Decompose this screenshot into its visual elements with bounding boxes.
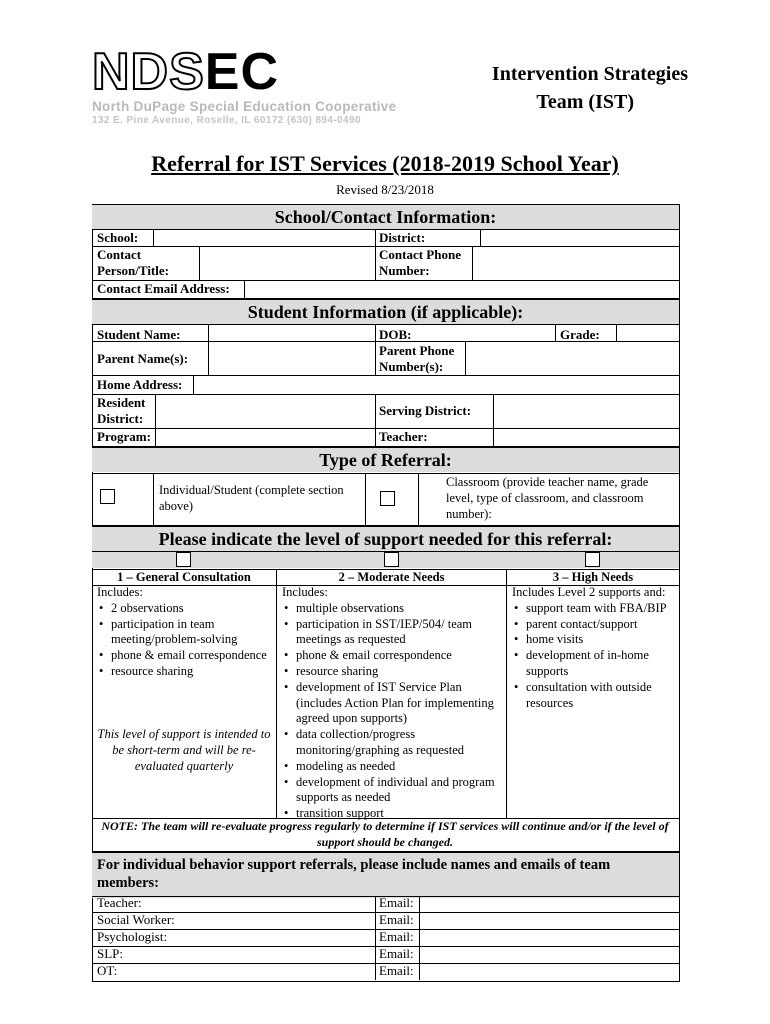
level3-item: • parent contact/support — [526, 617, 676, 633]
level2-item: • resource sharing — [296, 664, 502, 680]
individual-checkbox[interactable] — [100, 489, 115, 504]
level2-item: • development of IST Service Plan (includes Action Plan for implementing agreed upon supports) — [296, 680, 502, 727]
level2-item: • phone & email correspondence — [296, 648, 502, 664]
level3-item: • home visits — [526, 632, 676, 648]
divider — [365, 473, 366, 525]
program-label: Program: — [97, 429, 151, 444]
support-note: NOTE: The team will re-evaluate progress regularly to determine if IST services will continue and/or if the level of support should be changed. — [101, 819, 669, 849]
contact-person-field[interactable] — [200, 246, 375, 280]
serving-district-label: Serving District: — [379, 403, 472, 418]
email-label: Email: — [379, 895, 414, 910]
teacher-role-label: Teacher: — [97, 895, 142, 910]
contact-phone-label — [379, 247, 461, 279]
teacher-label: Teacher: — [379, 429, 428, 444]
email-label: Email: — [379, 929, 414, 944]
contact-email-field[interactable] — [245, 280, 678, 298]
team-names-field[interactable] — [94, 897, 374, 979]
teacher-field[interactable] — [494, 428, 678, 446]
level3-item: • consultation with outside resources — [526, 680, 676, 712]
classroom-option-label — [446, 474, 648, 522]
level3-title: 3 – High Needs — [552, 570, 634, 584]
school-field[interactable] — [154, 229, 375, 246]
district-field[interactable] — [481, 229, 678, 246]
dob-label: DOB: — [379, 327, 412, 342]
level1-note: This level of support is intended to be short-term and will be re-evaluated quarterly — [97, 727, 271, 773]
level2-item: • participation in SST/IEP/504/ team meetings as requested — [296, 617, 502, 649]
team-title — [428, 60, 688, 116]
level2-item: • data collection/progress monitoring/graphing as requested — [296, 727, 502, 759]
contact-phone-label-l1: Contact Phone — [379, 247, 461, 262]
email-label: Email: — [379, 963, 414, 978]
classroom-option-l2: level, type of classroom, and classroom — [446, 491, 644, 505]
level2-title: 2 – Moderate Needs — [338, 570, 445, 584]
classroom-option-l1: Classroom (provide teacher name, grade — [446, 475, 649, 489]
social-worker-label: Social Worker: — [97, 912, 175, 927]
ndsec-logo — [92, 43, 280, 101]
contact-person-label — [97, 247, 169, 279]
revised-date: Revised 8/23/2018 — [336, 182, 434, 197]
program-field[interactable] — [156, 428, 375, 446]
team-heading-l2: members: — [97, 875, 160, 891]
classroom-option-l3: number): — [446, 507, 492, 521]
serving-district-field[interactable] — [494, 394, 678, 428]
divider — [375, 229, 376, 280]
level2-intro: Includes: — [282, 585, 328, 599]
home-address-label: Home Address: — [97, 377, 183, 392]
level3-intro: Includes Level 2 supports and: — [512, 585, 666, 599]
team-emails-field[interactable] — [420, 897, 678, 979]
level1-checkbox[interactable] — [176, 552, 191, 567]
parent-phone-field[interactable] — [466, 341, 678, 375]
individual-option-l2: above) — [159, 499, 194, 513]
divider — [418, 473, 419, 525]
ot-label: OT: — [97, 963, 118, 978]
parent-names-field[interactable] — [209, 341, 375, 375]
support-level-heading: Please indicate the level of support needed for this referral: — [92, 525, 679, 551]
grade-label: Grade: — [560, 327, 600, 342]
individual-option-l1: Individual/Student (complete section — [159, 483, 344, 497]
level3-item: • development of in-home supports — [526, 648, 676, 680]
level1-item: • 2 observations — [111, 601, 273, 617]
parent-names-label: Parent Name(s): — [97, 351, 189, 366]
level2-item: • development of individual and program supports as needed — [296, 775, 502, 807]
student-info-heading: Student Information (if applicable): — [92, 298, 679, 324]
student-name-field[interactable] — [209, 324, 375, 341]
parent-phone-label-l2: Number(s): — [379, 359, 444, 374]
contact-phone-label-l2: Number: — [379, 263, 430, 278]
level1-item: • phone & email correspondence — [111, 648, 273, 664]
level1-item: • resource sharing — [111, 664, 273, 680]
team-title-line2: Team (IST) — [536, 91, 634, 113]
home-address-field[interactable] — [194, 375, 678, 394]
team-heading-l1: For individual behavior support referrals, please include names and emails of team — [97, 857, 611, 873]
resident-district-label — [97, 395, 145, 427]
divider — [276, 569, 277, 818]
divider — [506, 569, 507, 818]
level2-checkbox[interactable] — [384, 552, 399, 567]
divider — [153, 473, 154, 525]
psychologist-label: Psychologist: — [97, 929, 168, 944]
divider — [375, 324, 376, 375]
resident-district-label-l2: District: — [97, 411, 144, 426]
org-name: North DuPage Special Education Cooperative — [92, 99, 397, 114]
resident-district-label-l1: Resident — [97, 395, 146, 410]
email-label: Email: — [379, 912, 414, 927]
org-address: 132 E. Pine Avenue, Roselle, IL 60172 (630) 894-0490 — [92, 115, 361, 126]
logo-outline-letters: NDS — [92, 43, 205, 101]
level1-title: 1 – General Consultation — [117, 570, 251, 584]
level2-item: • transition support — [296, 806, 502, 822]
divider — [92, 324, 679, 325]
referral-type-heading: Type of Referral: — [92, 446, 679, 472]
level3-checkbox[interactable] — [585, 552, 600, 567]
grade-field[interactable] — [617, 324, 678, 341]
email-label: Email: — [379, 946, 414, 961]
level2-content — [282, 585, 502, 822]
school-contact-heading: School/Contact Information: — [92, 205, 679, 229]
contact-person-label-l1: Contact — [97, 247, 142, 262]
resident-district-field[interactable] — [156, 394, 375, 428]
level3-content — [512, 585, 676, 711]
contact-phone-field[interactable] — [473, 246, 678, 280]
level1-content — [97, 585, 273, 680]
divider — [555, 324, 556, 341]
district-label: District: — [379, 230, 426, 245]
level1-intro: Includes: — [97, 585, 143, 599]
level2-item: • modeling as needed — [296, 759, 502, 775]
contact-email-label: Contact Email Address: — [97, 281, 230, 296]
level1-item: • participation in team meeting/problem-solving — [111, 617, 273, 649]
logo-solid-letters: EC — [204, 43, 280, 101]
form-title: Referral for IST Services (2018-2019 School Year) — [151, 151, 619, 176]
contact-person-label-l2: Person/Title: — [97, 263, 169, 278]
divider — [375, 896, 376, 980]
individual-option-label — [159, 482, 344, 514]
level2-item: • multiple observations — [296, 601, 502, 617]
dob-field[interactable] — [420, 324, 555, 341]
level3-item: • support team with FBA/BIP — [526, 601, 676, 617]
parent-phone-label — [379, 343, 454, 375]
divider — [375, 394, 376, 446]
slp-label: SLP: — [97, 946, 124, 961]
parent-phone-label-l1: Parent Phone — [379, 343, 455, 358]
classroom-checkbox[interactable] — [380, 491, 395, 506]
team-heading — [97, 856, 610, 892]
school-label: School: — [97, 230, 139, 245]
student-name-label: Student Name: — [97, 327, 181, 342]
team-title-line1: Intervention Strategies — [491, 63, 688, 85]
